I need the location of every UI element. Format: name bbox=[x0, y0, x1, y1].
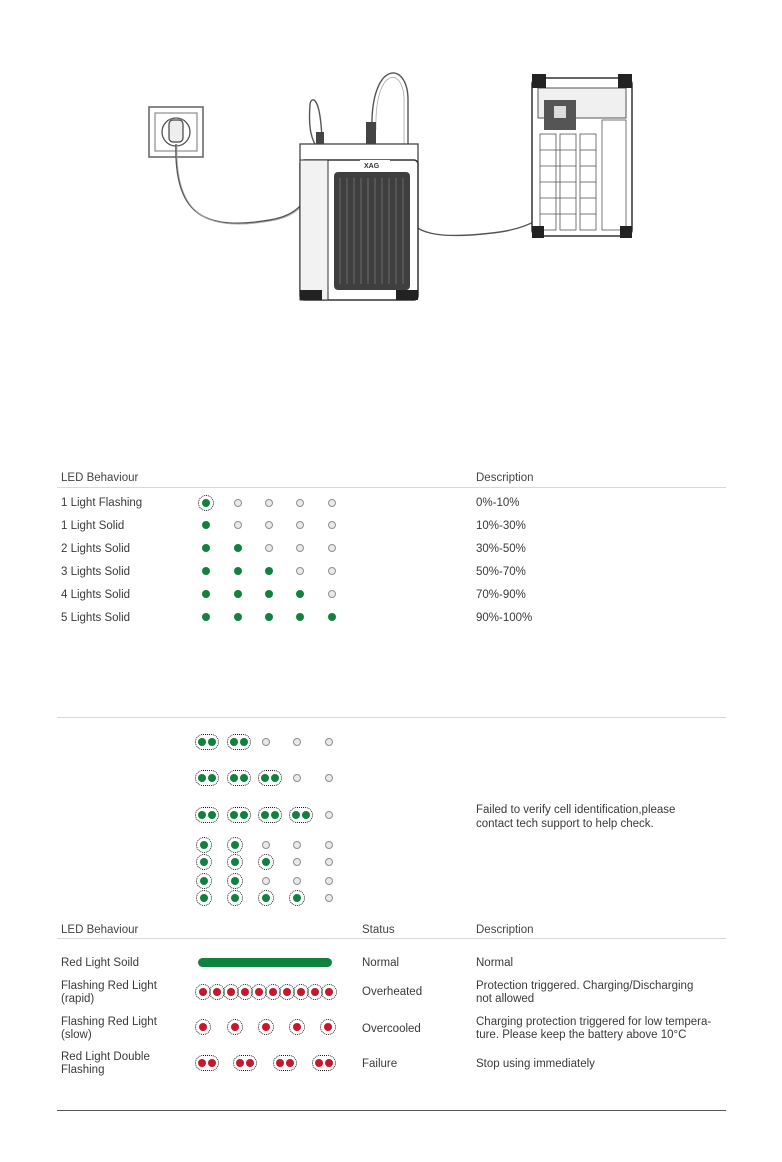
status-row-label: Flashing Red Light bbox=[61, 980, 157, 992]
status-row-label: Red Light Soild bbox=[61, 957, 139, 969]
led-off bbox=[325, 894, 333, 902]
status-header-status: Status bbox=[362, 924, 395, 936]
led-green bbox=[240, 811, 248, 819]
status-row-label-line2: Flashing bbox=[61, 1064, 105, 1076]
led-off bbox=[328, 521, 336, 529]
led-green bbox=[234, 567, 242, 575]
soc-row-label: 4 Lights Solid bbox=[61, 589, 131, 601]
led-off bbox=[325, 774, 333, 782]
led-green bbox=[261, 811, 269, 819]
led-green bbox=[265, 567, 273, 575]
led-green bbox=[202, 590, 210, 598]
status-row-description: Protection triggered. Charging/Discharging bbox=[476, 980, 694, 992]
led-red bbox=[227, 988, 235, 996]
led-off bbox=[234, 499, 242, 507]
led-off bbox=[234, 521, 242, 529]
status-row-description-line2: ture. Please keep the battery above 10°C bbox=[476, 1029, 687, 1041]
soc-row-description: 10%-30% bbox=[476, 520, 526, 532]
soc-row-description: 90%-100% bbox=[476, 612, 533, 624]
status-row-description: Charging protection triggered for low tempera- bbox=[476, 1016, 712, 1028]
led-green bbox=[296, 590, 304, 598]
led-red bbox=[199, 1023, 207, 1031]
led-green bbox=[198, 774, 206, 782]
led-off bbox=[325, 858, 333, 866]
led-red bbox=[315, 1059, 323, 1067]
led-green bbox=[202, 521, 210, 529]
led-green bbox=[262, 894, 270, 902]
led-off bbox=[296, 521, 304, 529]
led-red bbox=[208, 1059, 216, 1067]
led-off bbox=[265, 544, 273, 552]
cell-verify-description-line1: Failed to verify cell identification,please bbox=[476, 804, 676, 816]
led-off bbox=[262, 738, 270, 746]
led-green bbox=[240, 774, 248, 782]
charger-icon bbox=[300, 122, 418, 300]
led-red bbox=[231, 1023, 239, 1031]
led-red bbox=[286, 1059, 294, 1067]
led-green bbox=[265, 590, 273, 598]
led-red bbox=[269, 988, 277, 996]
led-green bbox=[202, 499, 210, 507]
led-off bbox=[262, 877, 270, 885]
led-green bbox=[202, 613, 210, 621]
soc-row-label: 3 Lights Solid bbox=[61, 566, 131, 578]
led-green bbox=[296, 613, 304, 621]
status-row-status: Overheated bbox=[362, 986, 423, 998]
led-off bbox=[296, 567, 304, 575]
soc-row-label: 5 Lights Solid bbox=[61, 612, 131, 624]
led-red bbox=[241, 988, 249, 996]
led-red bbox=[283, 988, 291, 996]
cell-verify-description-line2: contact tech support to help check. bbox=[476, 818, 654, 830]
status-row-status: Overcooled bbox=[362, 1023, 421, 1035]
led-off bbox=[265, 499, 273, 507]
led-off bbox=[325, 841, 333, 849]
led-green bbox=[231, 877, 239, 885]
soc-header-description: Description bbox=[476, 472, 534, 484]
led-green bbox=[200, 841, 208, 849]
led-red bbox=[262, 1023, 270, 1031]
status-row-label-line2: (slow) bbox=[61, 1029, 92, 1041]
led-green bbox=[230, 811, 238, 819]
led-off bbox=[328, 590, 336, 598]
led-green bbox=[234, 544, 242, 552]
led-green bbox=[230, 774, 238, 782]
led-green bbox=[231, 894, 239, 902]
led-off bbox=[328, 499, 336, 507]
led-green bbox=[234, 613, 242, 621]
led-green bbox=[200, 858, 208, 866]
led-off bbox=[296, 499, 304, 507]
led-green bbox=[230, 738, 238, 746]
cell-verify-divider bbox=[57, 717, 726, 718]
led-green bbox=[202, 567, 210, 575]
status-row-label: Flashing Red Light bbox=[61, 1016, 157, 1028]
led-off bbox=[293, 877, 301, 885]
status-row-status: Normal bbox=[362, 957, 400, 969]
led-off bbox=[325, 811, 333, 819]
led-red bbox=[325, 988, 333, 996]
led-off bbox=[328, 544, 336, 552]
soc-row-description: 0%-10% bbox=[476, 497, 520, 509]
soc-row-label: 1 Light Flashing bbox=[61, 497, 143, 509]
soc-row-label: 1 Light Solid bbox=[61, 520, 125, 532]
led-off bbox=[296, 544, 304, 552]
led-green bbox=[200, 877, 208, 885]
led-green bbox=[198, 738, 206, 746]
status-header-behaviour: LED Behaviour bbox=[61, 924, 139, 936]
led-green bbox=[302, 811, 310, 819]
led-red bbox=[325, 1059, 333, 1067]
led-green bbox=[208, 811, 216, 819]
led-off bbox=[265, 521, 273, 529]
led-green bbox=[200, 894, 208, 902]
status-row-status: Failure bbox=[362, 1058, 398, 1070]
led-green bbox=[328, 613, 336, 621]
led-off bbox=[262, 841, 270, 849]
led-green bbox=[234, 590, 242, 598]
led-off bbox=[328, 567, 336, 575]
status-row-description: Stop using immediately bbox=[476, 1058, 595, 1070]
charging-illustration bbox=[140, 60, 660, 310]
led-green bbox=[208, 738, 216, 746]
led-red bbox=[213, 988, 221, 996]
led-off bbox=[293, 738, 301, 746]
led-green bbox=[265, 613, 273, 621]
battery-icon bbox=[532, 74, 632, 238]
soc-row-description: 70%-90% bbox=[476, 589, 526, 601]
led-red bbox=[324, 1023, 332, 1031]
led-red bbox=[246, 1059, 254, 1067]
led-red bbox=[276, 1059, 284, 1067]
status-row-description: Normal bbox=[476, 957, 514, 969]
status-header-divider bbox=[57, 938, 726, 939]
led-off bbox=[293, 841, 301, 849]
soc-row-description: 50%-70% bbox=[476, 566, 526, 578]
led-green bbox=[292, 811, 300, 819]
solid-red-light-bar bbox=[198, 958, 332, 967]
led-green bbox=[261, 774, 269, 782]
led-green bbox=[271, 774, 279, 782]
svg-text:XAG: XAG bbox=[364, 163, 380, 170]
soc-header-behaviour: LED Behaviour bbox=[61, 472, 139, 484]
led-red bbox=[255, 988, 263, 996]
led-green bbox=[262, 858, 270, 866]
soc-header-divider bbox=[57, 487, 726, 488]
status-header-description: Description bbox=[476, 924, 534, 936]
footer-divider bbox=[57, 1110, 726, 1111]
led-red bbox=[297, 988, 305, 996]
led-green bbox=[198, 811, 206, 819]
led-green bbox=[208, 774, 216, 782]
led-off bbox=[293, 774, 301, 782]
led-red bbox=[236, 1059, 244, 1067]
soc-row-label: 2 Lights Solid bbox=[61, 543, 131, 555]
soc-row-description: 30%-50% bbox=[476, 543, 526, 555]
led-green bbox=[293, 894, 301, 902]
status-row-label: Red Light Double bbox=[61, 1051, 150, 1063]
status-row-label-line2: (rapid) bbox=[61, 993, 95, 1005]
led-off bbox=[325, 877, 333, 885]
led-red bbox=[198, 1059, 206, 1067]
led-off bbox=[293, 858, 301, 866]
led-green bbox=[231, 841, 239, 849]
led-red bbox=[311, 988, 319, 996]
led-green bbox=[271, 811, 279, 819]
status-row-description-line2: not allowed bbox=[476, 993, 535, 1005]
led-off bbox=[325, 738, 333, 746]
led-red bbox=[293, 1023, 301, 1031]
led-green bbox=[240, 738, 248, 746]
led-green bbox=[231, 858, 239, 866]
led-red bbox=[199, 988, 207, 996]
led-green bbox=[202, 544, 210, 552]
